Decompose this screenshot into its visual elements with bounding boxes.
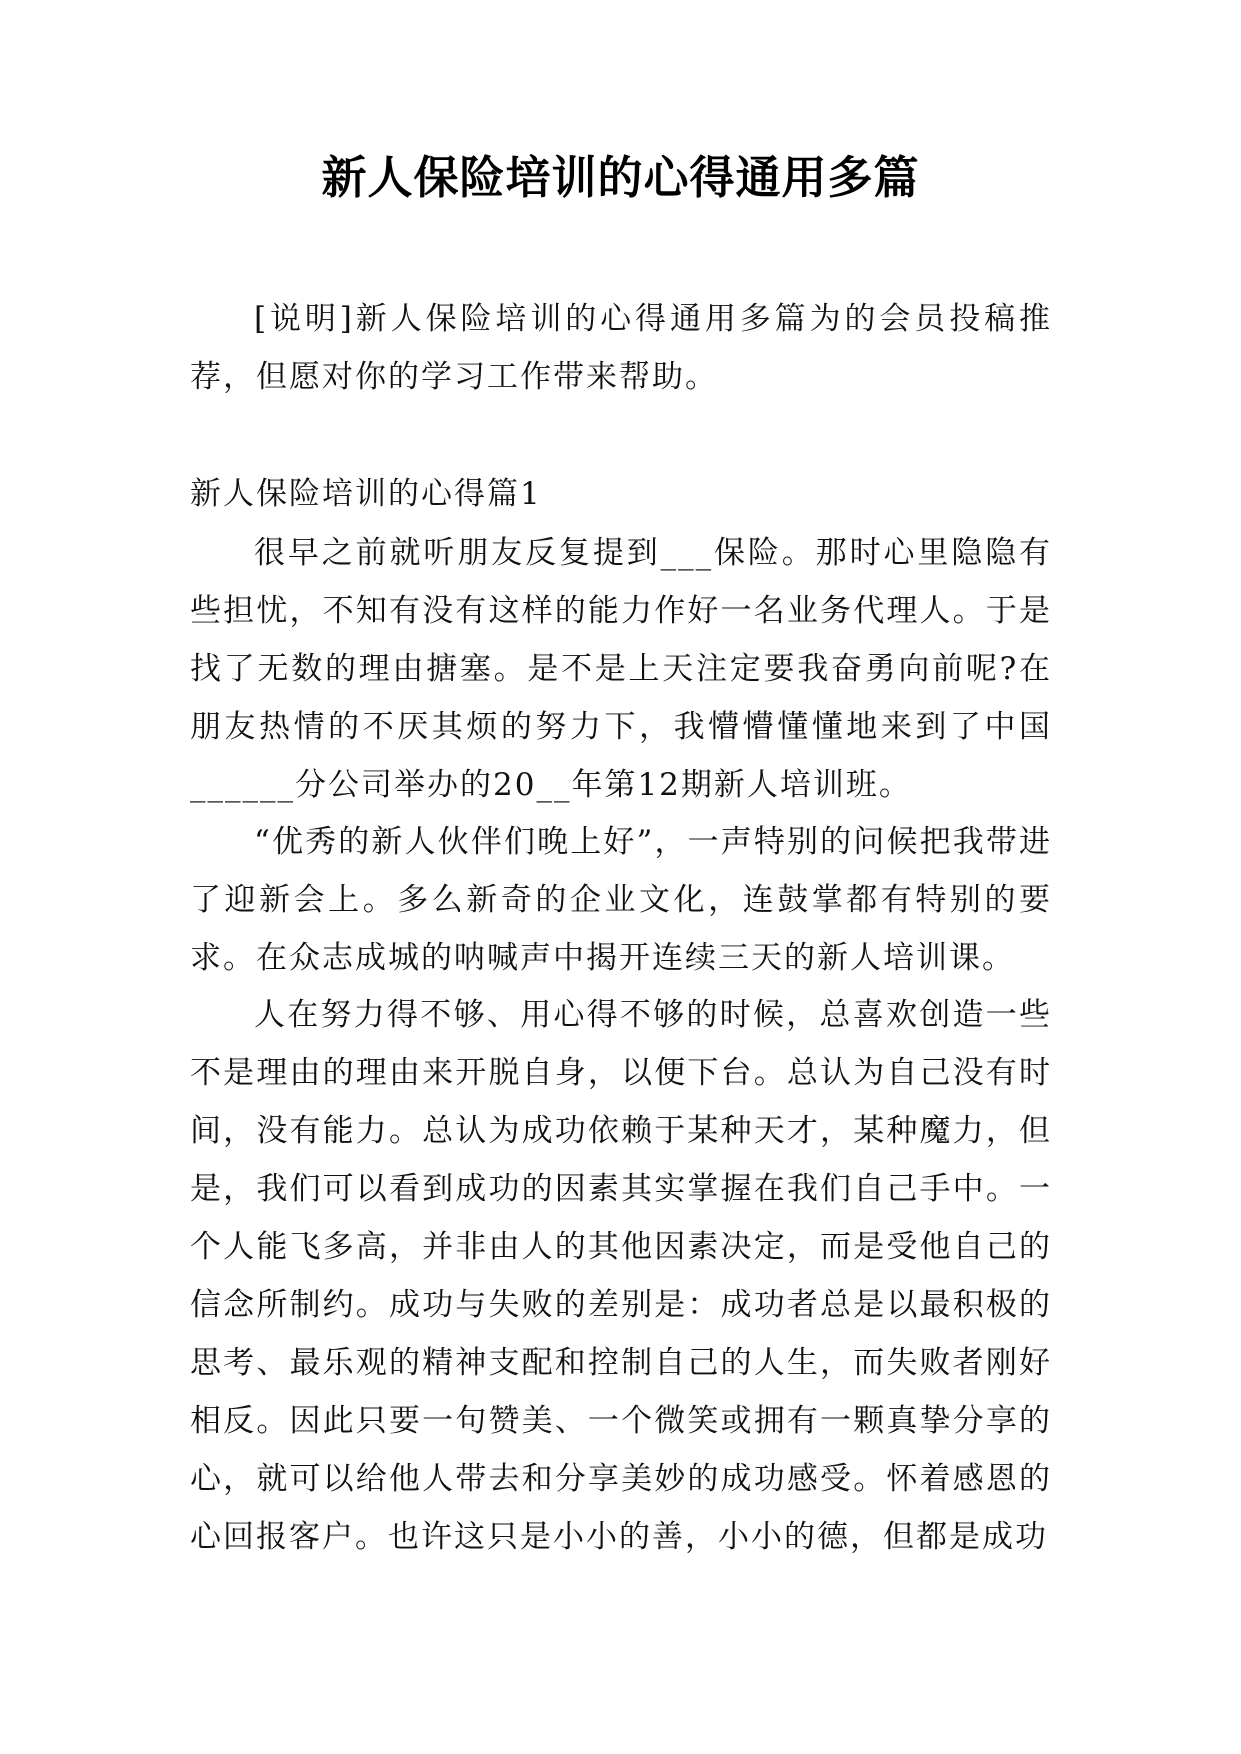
body-paragraph: 很早之前就听朋友反复提到___保险。那时心里隐隐有些担忧，不知有没有这样的能力作好一名业务代理人。于是找了无数的理由搪塞。是不是上天注定要我奋勇向前呢?在朋友热情的不厌其烦的努力下，我懵懵懂懂地来到了中国______分公司举办的20__年第12期新人培训班。 [190, 535, 1052, 803]
document-title: 新人保险培训的心得通用多篇 [321, 151, 920, 204]
section-heading: 新人保险培训的心得篇1 [190, 476, 542, 512]
body-paragraph: 人在努力得不够、用心得不够的时候，总喜欢创造一些不是理由的理由来开脱自身，以便下台。总认为自己没有时间，没有能力。总认为成功依赖于某种天才，某种魔力，但是，我们可以看到成功的因素其实掌握在我们自己手中。一个人能飞多高，并非由人的其他因素决定，而是受他自己的信念所制约。成功与失败的差别是：成功者总是以最积极的思考、最乐观的精神支配和控制自己的人生，而失败者刚好相反。因此只要一句赞美、一个微笑或拥有一颗真挚分享的心，就可以给他人带去和分享美妙的成功感受。怀着感恩的心回报客户。也许这只是小小的善，小小的德，但都是成功 [190, 997, 1052, 1555]
intro-paragraph: [说明]新人保险培训的心得通用多篇为的会员投稿推荐，但愿对你的学习工作带来帮助。 [190, 301, 1052, 395]
body-paragraph: “优秀的新人伙伴们晚上好”，一声特别的问候把我带进了迎新会上。多么新奇的企业文化，连鼓掌都有特别的要求。在众志成城的呐喊声中揭开连续三天的新人培训课。 [190, 824, 1052, 976]
